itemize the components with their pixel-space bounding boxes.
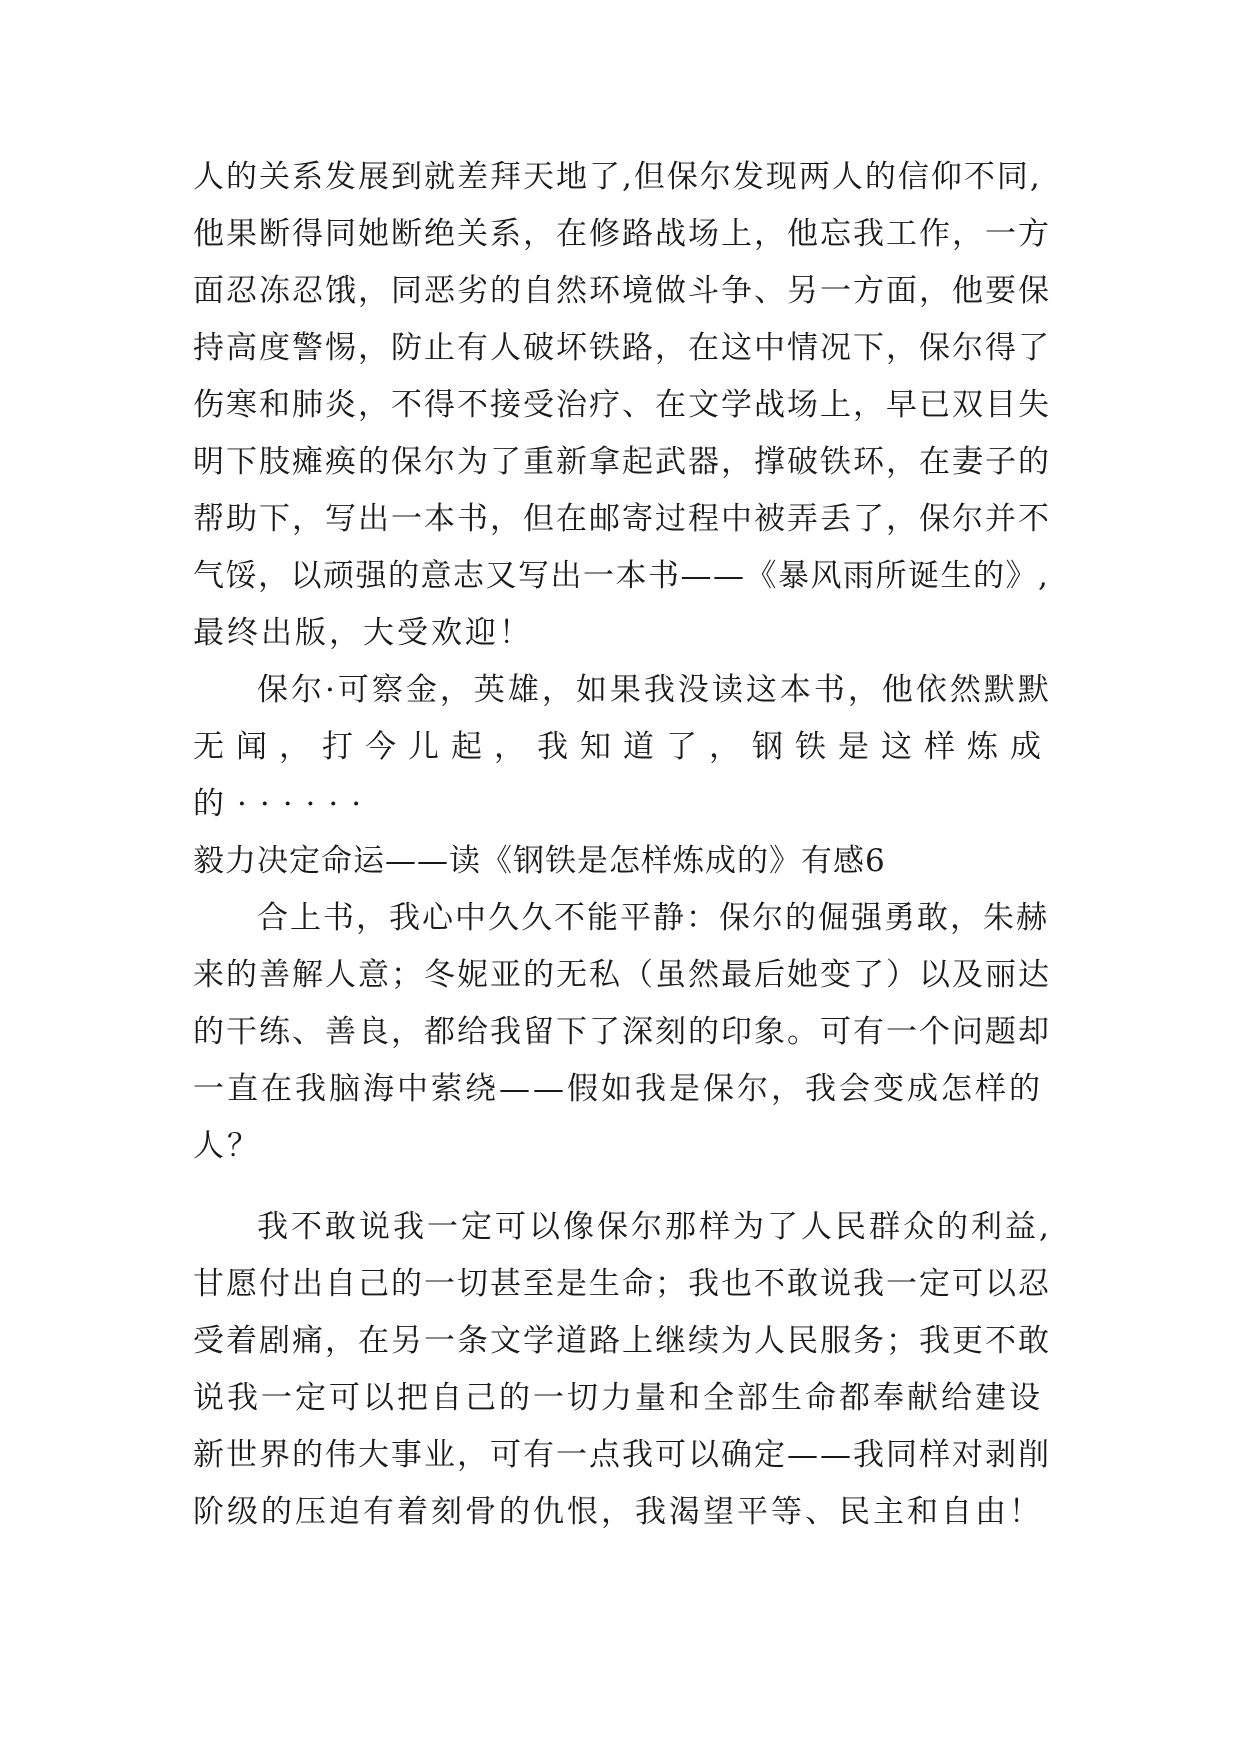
paragraph-line: 来的善解人意；冬妮亚的无私（虽然最后她变了）以及丽达	[193, 957, 1051, 993]
paragraph-line: 一直在我脑海中萦绕——假如我是保尔，我会变成怎样的	[193, 1071, 1043, 1107]
article-heading: 毅力决定命运——读《钢铁是怎样炼成的》有感6	[193, 843, 886, 879]
paragraph-line: 他果断得同她断绝关系，在修路战场上，他忘我工作，一方	[193, 216, 1051, 252]
paragraph-line: 受着剧痛，在另一条文学道路上继续为人民服务；我更不敢	[193, 1323, 1051, 1359]
paragraph-line: 的干练、善良，都给我留下了深刻的印象。可有一个问题却	[193, 1014, 1051, 1050]
paragraph-line: 人？	[193, 1128, 261, 1164]
paragraph-line: 持高度警惕，防止有人破坏铁路，在这中情况下，保尔得了	[193, 330, 1051, 366]
paragraph-line: 保尔·可察金，英雄，如果我没读这本书，他依然默默	[257, 672, 1052, 708]
paragraph-line: 我不敢说我一定可以像保尔那样为了人民群众的利益,	[257, 1209, 1052, 1245]
paragraph-line: 气馁，以顽强的意志又写出一本书——《暴风雨所诞生的》,	[193, 558, 1050, 594]
paragraph-line: 甘愿付出自己的一切甚至是生命；我也不敢说我一定可以忍	[193, 1266, 1051, 1302]
paragraph-line: 面忍冻忍饿，同恶劣的自然环境做斗争、另一方面，他要保	[193, 273, 1051, 309]
paragraph-line: 说我一定可以把自己的一切力量和全部生命都奉献给建设	[193, 1380, 1043, 1416]
paragraph-line: 的······	[193, 786, 375, 822]
paragraph-line: 合上书，我心中久久不能平静：保尔的倔强勇敢，朱赫	[257, 900, 1049, 936]
paragraph-line: 阶级的压迫有着刻骨的仇恨，我渴望平等、民主和自由！	[193, 1494, 1043, 1530]
paragraph-line: 新世界的伟大事业，可有一点我可以确定——我同样对剥削	[193, 1437, 1051, 1473]
paragraph-line: 最终出版，大受欢迎！	[193, 615, 533, 651]
paragraph-line: 明下肢瘫痪的保尔为了重新拿起武器，撑破铁环，在妻子的	[193, 444, 1051, 480]
paragraph-line: 伤寒和肺炎，不得不接受治疗、在文学战场上，早已双目失	[193, 387, 1051, 423]
paragraph-line: 帮助下，写出一本书，但在邮寄过程中被弄丢了，保尔并不	[193, 501, 1051, 537]
paragraph-line: 无闻，打今儿起，我知道了，钢铁是这样炼成	[193, 729, 1053, 765]
paragraph-line: 人的关系发展到就差拜天地了,但保尔发现两人的信仰不同,	[193, 159, 1042, 195]
